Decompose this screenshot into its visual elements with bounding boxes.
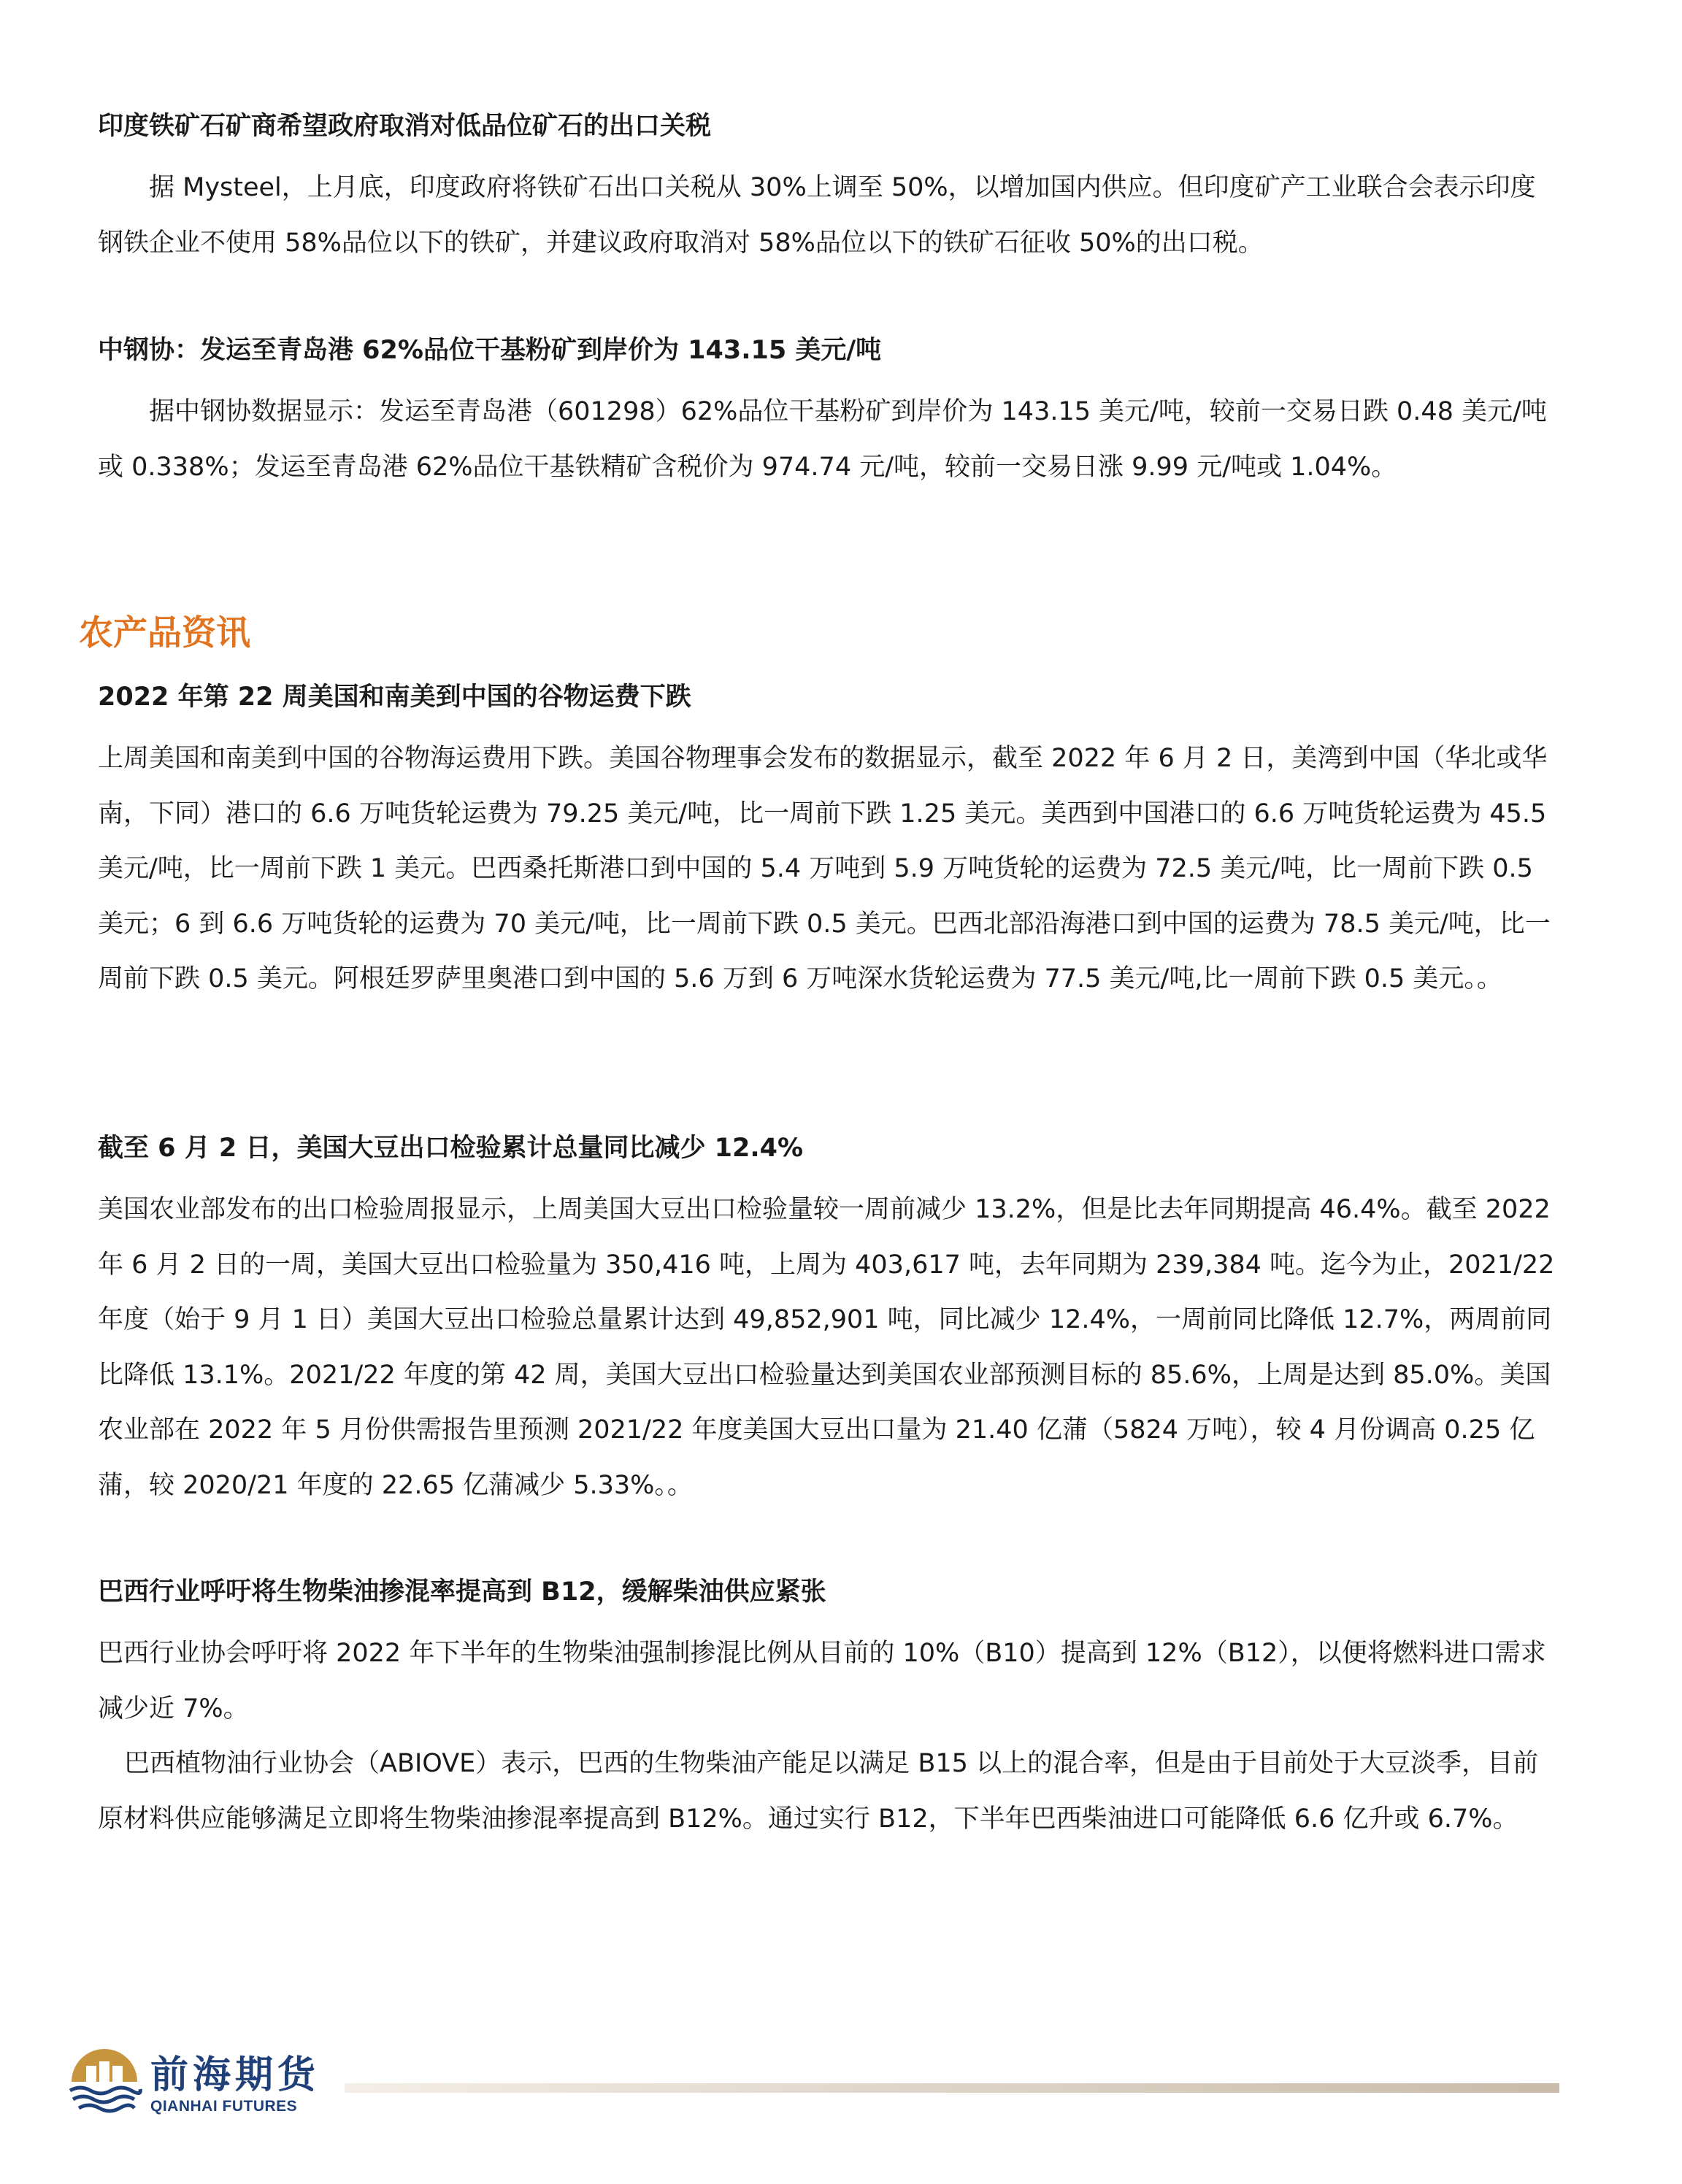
article-paragraph: 据 Mysteel，上月底，印度政府将铁矿石出口关税从 30%上调至 50%，以增加国内供应。但印度矿产工业联合会表示印度钢铁企业不使用 58%品位以下的铁矿，并建议政府取消对 58%品位以下的铁矿石征收 50%的出口税。 [98, 173, 1536, 258]
company-logo [64, 2037, 327, 2124]
article-paragraph: 上周美国和南美到中国的谷物海运费用下跌。美国谷物理事会发布的数据显示，截至 2022 年 6 月 2 日，美湾到中国（华北或华南，下同）港口的 6.6 万吨货轮运费为 79.25 美元/吨，比一周前下跌 1.25 美元。美西到中国港口的 6.6 万吨货轮运费为 45.5 美元/吨，比一周前下跌 1 美元。巴西桑托斯港口到中国的 5.4 万吨到 5.9 万吨货轮的运费为 72.5 美元/吨，比一周前下跌 0.5 美元；6 到 6.6 万吨货轮的运费为 70 美元/吨，比一周前下跌 0.5 美元。巴西北部沿海港口到中国的运费为 78.5 美元/吨，比一周前下跌 0.5 美元。阿根廷罗萨里奥港口到中国的 5.6 万到 6 万吨深水货轮运费为 77.5 美元/吨,比一周前下跌 0.5 美元。。 [98, 744, 1551, 993]
article-paragraph: 据中钢协数据显示：发运至青岛港（601298）62%品位干基粉矿到岸价为 143.15 美元/吨，较前一交易日跌 0.48 美元/吨或 0.338%；发运至青岛港 62%品位干基铁精矿含税价为 974.74 元/吨，较前一交易日涨 9.99 元/吨或 1.04%。 [98, 397, 1547, 482]
qianhai-logo-icon [64, 2044, 145, 2117]
section-title: 农产品资讯 [79, 613, 250, 653]
article-soybean-inspection [98, 1130, 1558, 1513]
article-paragraph: 巴西植物油行业协会（ABIOVE）表示，巴西的生物柴油产能足以满足 B15 以上的混合率，但是由于目前处于大豆淡季，目前原材料供应能够满足立即将生物柴油掺混率提高到 B12%。通过实行 B12，下半年巴西柴油进口可能降低 6.6 亿升或 6.7%。 [98, 1749, 1539, 1834]
article-grain-freight [98, 679, 1558, 1007]
article-title: 巴西行业呼吁将生物柴油掺混率提高到 B12，缓解柴油供应紧张 [98, 1577, 826, 1607]
article-cisa-qingdao [98, 332, 1558, 495]
page-footer [0, 2037, 1682, 2131]
article-paragraph: 巴西行业协会呼吁将 2022 年下半年的生物柴油强制掺混比例从目前的 10%（B10）提高到 12%（B12），以便将燃料进口需求减少近 7%。 [98, 1639, 1546, 1723]
article-title: 2022 年第 22 周美国和南美到中国的谷物运费下跌 [98, 682, 691, 712]
logo-english-name: QIANHAI FUTURES [150, 2098, 298, 2115]
article-india-iron-ore [98, 108, 1558, 271]
footer-divider-bar [345, 2083, 1559, 2093]
article-brazil-biodiesel [98, 1574, 1558, 1847]
article-title: 印度铁矿石矿商希望政府取消对低品位矿石的出口关税 [98, 112, 712, 141]
article-paragraph: 美国农业部发布的出口检验周报显示，上周美国大豆出口检验量较一周前减少 13.2%，但是比去年同期提高 46.4%。截至 2022 年 6 月 2 日的一周，美国大豆出口检验量为 350,416 吨，上周为 403,617 吨，去年同期为 239,384 吨。迄今为止，2021/22 年度（始于 9 月 1 日）美国大豆出口检验总量累计达到 49,852,901 吨，同比减少 12.4%，一周前同比降低 12.7%，两周前同比降低 13.1%。2021/22 年度的第 42 周，美国大豆出口检验量达到美国农业部预测目标的 85.6%，上周是达到 85.0%。美国农业部在 2022 年 5 月份供需报告里预测 2021/22 年度美国大豆出口量为 21.40 亿蒲（5824 万吨），较 4 月份调高 0.25 亿蒲，较 2020/21 年度的 22.65 亿蒲减少 5.33%。。 [98, 1195, 1555, 1500]
logo-chinese-name: 前海期货 [150, 2053, 320, 2097]
article-title: 中钢协：发运至青岛港 62%品位干基粉矿到岸价为 143.15 美元/吨 [98, 336, 882, 365]
article-title: 截至 6 月 2 日，美国大豆出口检验累计总量同比减少 12.4% [98, 1134, 804, 1163]
